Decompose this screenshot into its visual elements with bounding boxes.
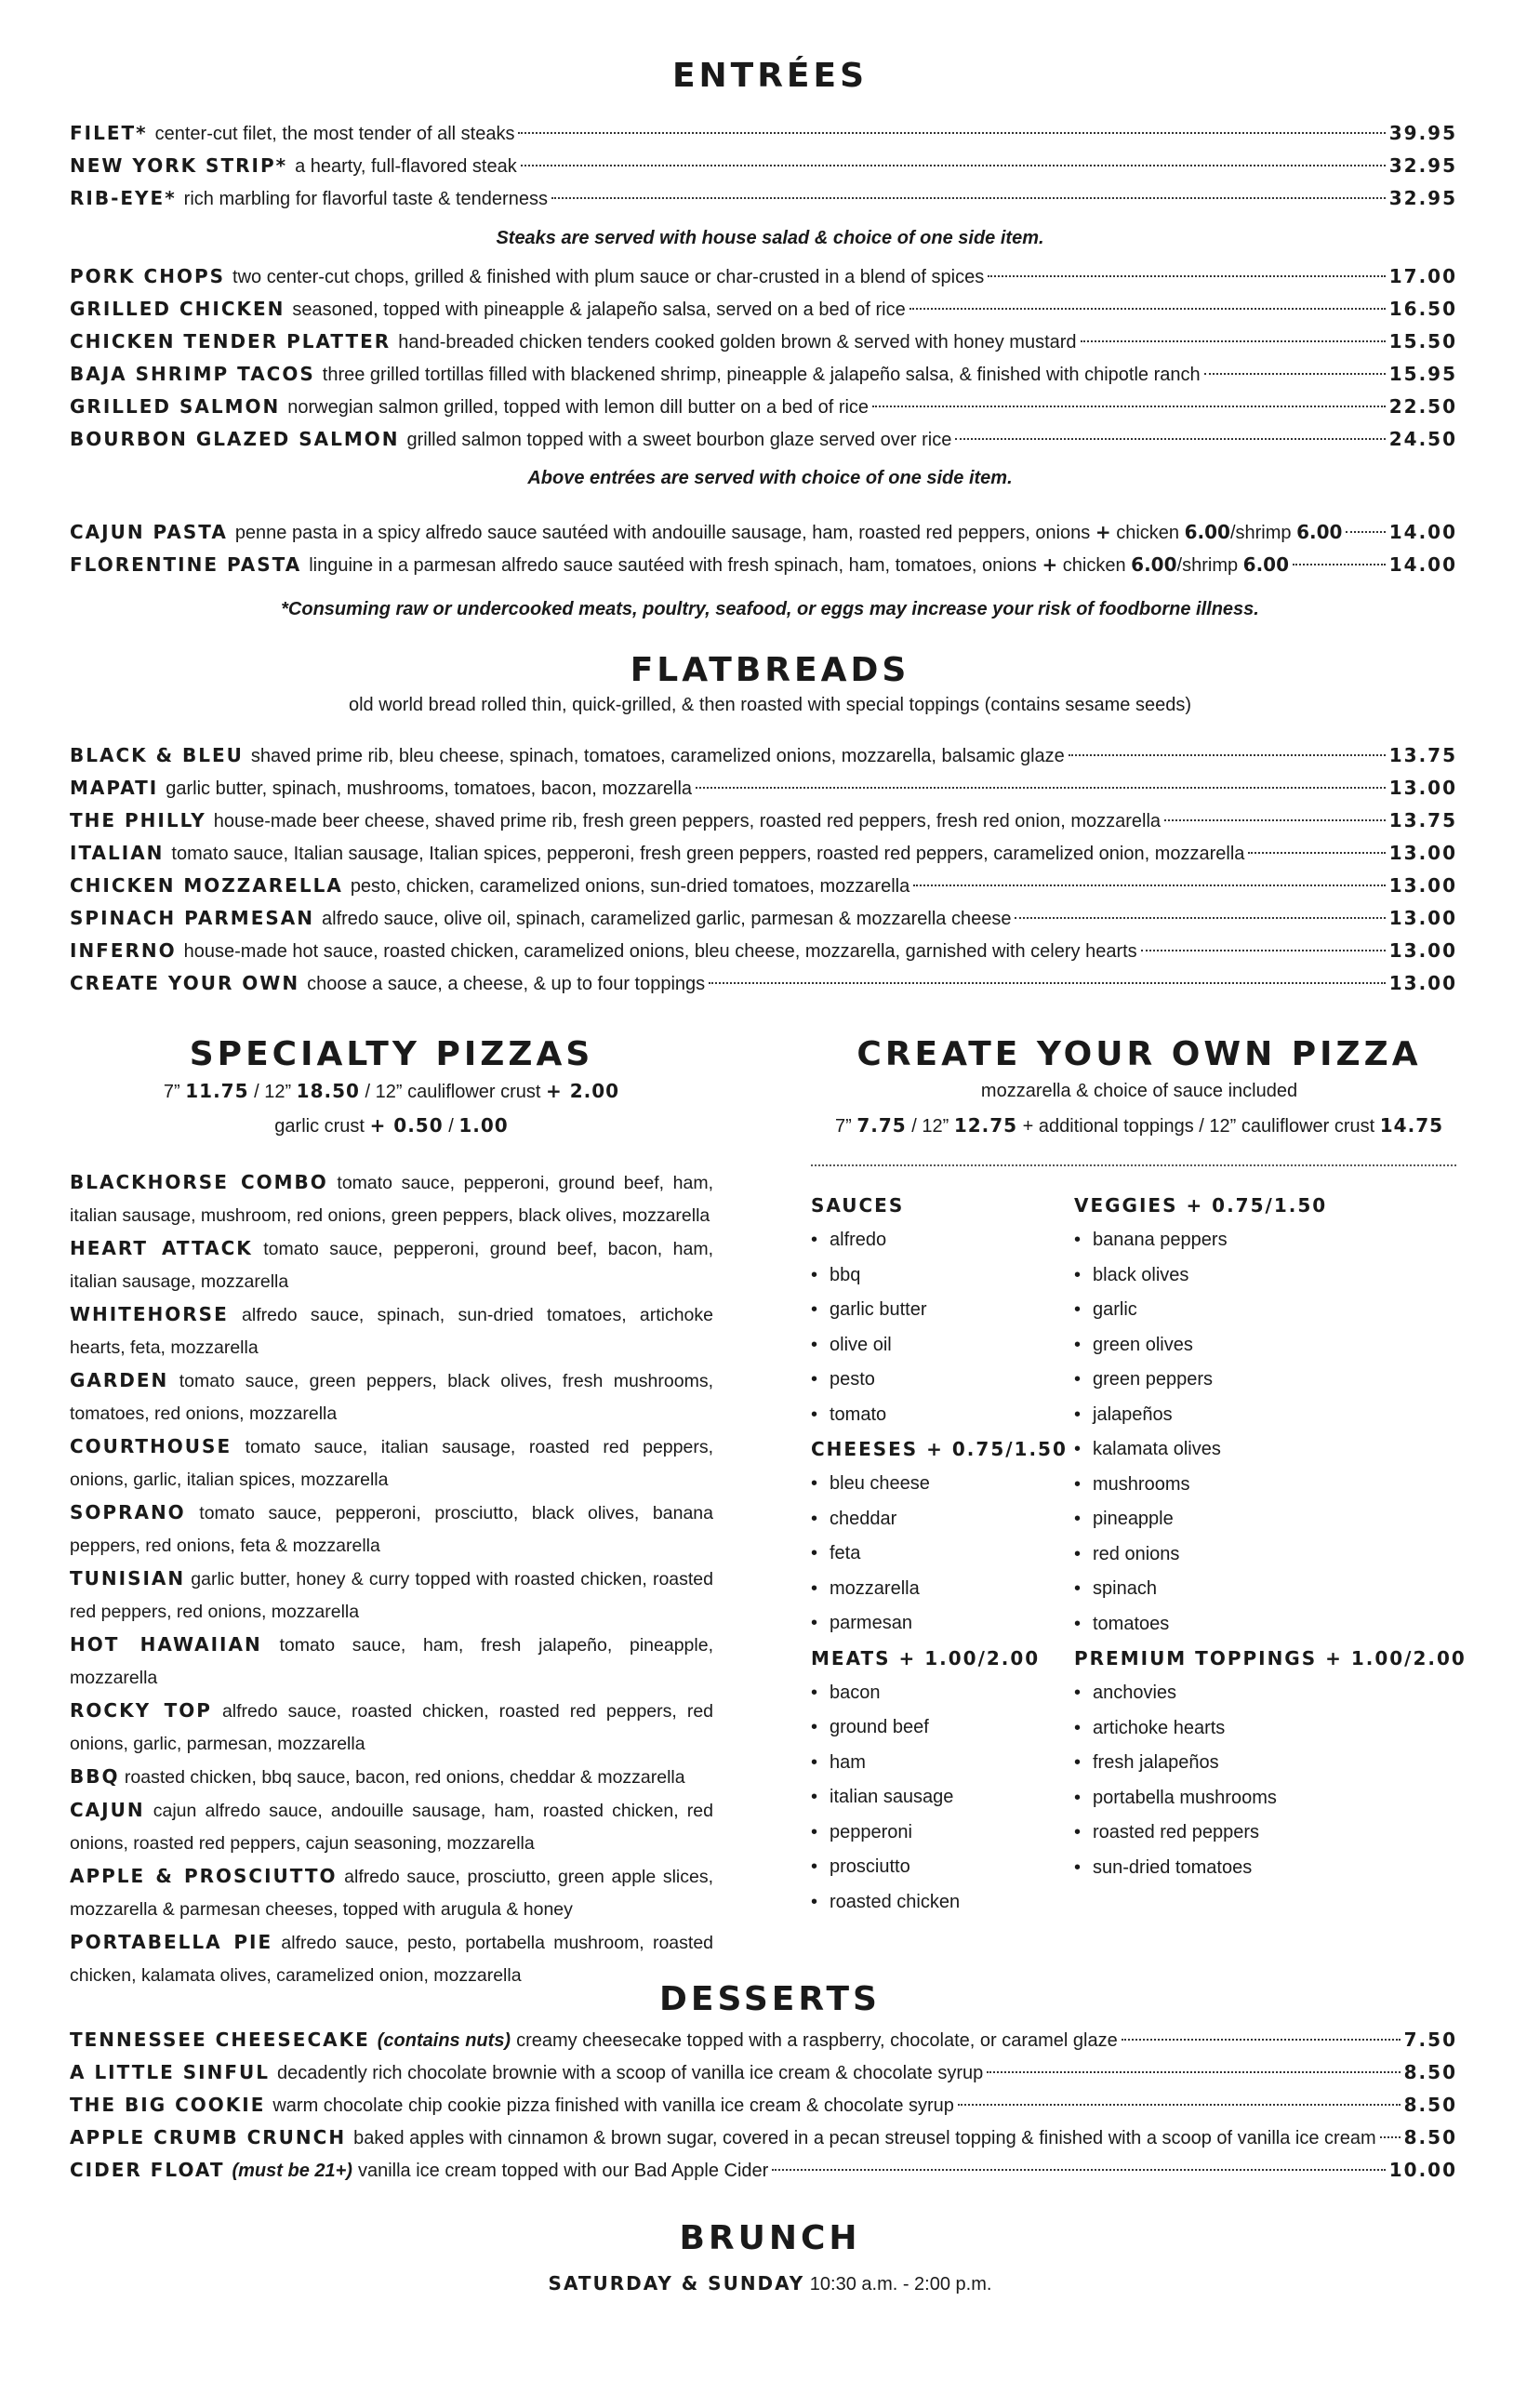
list-item: • fresh jalapeños bbox=[1074, 1752, 1219, 1773]
item-name: APPLE CRUMB CRUNCH bbox=[70, 2126, 347, 2148]
list-item: • mozzarella bbox=[811, 1577, 920, 1599]
specialty-pizzas-title: SPECIALTY PIZZAS bbox=[189, 1035, 594, 1073]
item-label: green olives bbox=[1093, 1334, 1193, 1355]
menu-item bbox=[70, 361, 1457, 388]
size-12: / 12” bbox=[911, 1116, 949, 1137]
desserts-title: DESSERTS bbox=[659, 1980, 881, 2018]
menu-item bbox=[70, 153, 1457, 180]
item-name: ITALIAN bbox=[70, 842, 165, 864]
dot-leader bbox=[1248, 852, 1385, 854]
item-desc: warm chocolate chip cookie pizza finished with vanilla ice cream & chocolate syrup bbox=[272, 2095, 954, 2116]
item-name: THE BIG COOKIE bbox=[70, 2094, 266, 2116]
list-item: • pesto bbox=[811, 1369, 875, 1390]
item-desc bbox=[235, 519, 1343, 546]
pizza-item bbox=[70, 1695, 713, 1761]
menu-item bbox=[70, 296, 1457, 323]
cauliflower-label: / 12” cauliflower crust bbox=[365, 1082, 541, 1102]
slash: / bbox=[448, 1116, 454, 1137]
pizza-desc: tomato sauce, ham, fresh jalapeño, pineapple, mozzarella bbox=[70, 1635, 714, 1688]
dot-leader bbox=[521, 165, 1386, 166]
pizza-desc: alfredo sauce, prosciutto, green apple slices, mozzarella & parmesan cheeses, topped with arugula & honey bbox=[70, 1867, 714, 1920]
list-item: • mushrooms bbox=[1074, 1473, 1190, 1495]
cyo-right-column bbox=[1074, 1189, 1465, 1885]
dot-leader bbox=[1015, 917, 1385, 919]
item-name: CAJUN PASTA bbox=[70, 521, 228, 543]
item-name: RIB-EYE* bbox=[70, 187, 177, 209]
cyo-pricing-line bbox=[809, 1113, 1469, 1138]
dot-leader bbox=[1081, 340, 1386, 342]
create-your-own-pizza-title: CREATE YOUR OWN PIZZA bbox=[856, 1035, 1422, 1073]
list-item: • ham bbox=[811, 1751, 866, 1773]
item-label: pineapple bbox=[1093, 1509, 1174, 1529]
pizza-item bbox=[70, 1298, 713, 1364]
menu-item bbox=[70, 263, 1457, 290]
item-label: feta bbox=[830, 1543, 861, 1563]
item-label: jalapeños bbox=[1093, 1403, 1173, 1425]
item-label: italian sausage bbox=[830, 1787, 954, 1807]
cauliflower-price: + 2.00 bbox=[546, 1080, 620, 1102]
item-price: 13.75 bbox=[1388, 744, 1457, 766]
price-7: 7.75 bbox=[856, 1114, 907, 1137]
pizza-name: APPLE & PROSCIUTTO bbox=[70, 1865, 338, 1887]
item-label: spinach bbox=[1093, 1578, 1157, 1599]
dot-leader bbox=[518, 132, 1385, 134]
list-item: • green olives bbox=[1074, 1334, 1193, 1355]
dot-leader bbox=[1380, 2136, 1401, 2138]
cauliflower-price: 14.75 bbox=[1379, 1114, 1444, 1137]
dot-leader bbox=[958, 2104, 1401, 2106]
list-item: • italian sausage bbox=[811, 1787, 954, 1807]
item-price: 8.50 bbox=[1403, 2126, 1457, 2148]
menu-item bbox=[70, 393, 1457, 420]
item-price: 15.50 bbox=[1388, 330, 1457, 352]
specialty-pizza-list bbox=[70, 1166, 713, 1992]
item-note: (must be 21+) bbox=[232, 2161, 352, 2181]
item-name: BOURBON GLAZED SALMON bbox=[70, 428, 400, 450]
item-name: BAJA SHRIMP TACOS bbox=[70, 363, 315, 385]
pizza-name: COURTHOUSE bbox=[70, 1435, 232, 1457]
item-price: 16.50 bbox=[1388, 298, 1457, 320]
brunch-days: SATURDAY & SUNDAY bbox=[548, 2272, 805, 2295]
chicken-label: chicken bbox=[1062, 555, 1126, 576]
dot-leader bbox=[1122, 2039, 1401, 2041]
menu-item bbox=[70, 775, 1457, 802]
garlic-crust-line bbox=[70, 1113, 713, 1138]
item-name: CHICKEN TENDER PLATTER bbox=[70, 330, 392, 352]
list-item: • green peppers bbox=[1074, 1369, 1213, 1390]
item-desc: house-made hot sauce, roasted chicken, caramelized onions, bleu cheese, mozzarella, garnished with celery hearts bbox=[183, 941, 1137, 962]
pizza-item bbox=[70, 1364, 713, 1430]
item-label: sun-dried tomatoes bbox=[1093, 1856, 1253, 1878]
item-name: TENNESSEE CHEESECAKE bbox=[70, 2029, 370, 2051]
item-name: THE PHILLY bbox=[70, 809, 206, 831]
additional-toppings-label: + additional toppings / 12” cauliflower crust bbox=[1022, 1116, 1375, 1137]
item-label: bacon bbox=[830, 1682, 881, 1703]
list-item: • bbq bbox=[811, 1264, 861, 1285]
shrimp-label: /shrimp bbox=[1229, 523, 1292, 543]
cheeses-heading: CHEESES + 0.75/1.50 bbox=[811, 1438, 1068, 1460]
dot-leader bbox=[988, 275, 1386, 277]
list-item: • garlic bbox=[1074, 1299, 1137, 1320]
list-item: • jalapeños bbox=[1074, 1403, 1173, 1425]
item-desc: house-made beer cheese, shaved prime rib, fresh green peppers, roasted red peppers, fresh red onion, mozzarella bbox=[213, 811, 1162, 831]
pizza-item bbox=[70, 1232, 713, 1298]
item-label: olive oil bbox=[830, 1334, 892, 1355]
item-name: CIDER FLOAT bbox=[70, 2159, 225, 2181]
pizza-name: GARDEN bbox=[70, 1369, 169, 1391]
item-price: 13.75 bbox=[1388, 809, 1457, 831]
dot-leader bbox=[909, 308, 1386, 310]
pizza-name: BLACKHORSE COMBO bbox=[70, 1171, 328, 1193]
item-desc: choose a sauce, a cheese, & up to four toppings bbox=[307, 974, 706, 994]
item-desc: seasoned, topped with pineapple & jalapeño salsa, served on a bed of rice bbox=[292, 299, 906, 320]
item-price: 8.50 bbox=[1403, 2094, 1457, 2116]
item-name: BLACK & BLEU bbox=[70, 744, 244, 766]
item-label: mozzarella bbox=[830, 1577, 920, 1599]
menu-item bbox=[70, 872, 1457, 899]
item-label: tomato bbox=[830, 1403, 887, 1425]
item-price: 14.00 bbox=[1388, 553, 1457, 576]
item-price: 32.95 bbox=[1388, 187, 1457, 209]
dot-leader bbox=[772, 2169, 1385, 2171]
size-12: / 12” bbox=[254, 1082, 292, 1102]
item-desc: center-cut filet, the most tender of all steaks bbox=[154, 124, 515, 144]
item-label: black olives bbox=[1093, 1264, 1189, 1285]
pizza-item bbox=[70, 1860, 713, 1926]
food-safety-warning: *Consuming raw or undercooked meats, poultry, seafood, or eggs may increase your risk of foodborne illness. bbox=[281, 599, 1259, 619]
item-name: CREATE YOUR OWN bbox=[70, 972, 300, 994]
menu-item bbox=[70, 840, 1457, 867]
item-label: fresh jalapeños bbox=[1093, 1752, 1219, 1773]
item-name: INFERNO bbox=[70, 939, 177, 962]
item-name: FILET* bbox=[70, 122, 148, 144]
item-name: CHICKEN MOZZARELLA bbox=[70, 874, 343, 897]
list-item: • artichoke hearts bbox=[1074, 1717, 1226, 1738]
list-item: • bleu cheese bbox=[811, 1473, 930, 1494]
menu-item bbox=[70, 519, 1457, 546]
item-price: 22.50 bbox=[1388, 395, 1457, 418]
cyo-left-column bbox=[811, 1189, 1071, 1920]
pizza-item bbox=[70, 1761, 713, 1794]
list-item: • anchovies bbox=[1074, 1683, 1177, 1703]
item-price: 17.00 bbox=[1388, 265, 1457, 287]
menu-item bbox=[70, 328, 1457, 355]
pizza-name: HEART ATTACK bbox=[70, 1237, 253, 1259]
item-label: alfredo bbox=[830, 1230, 887, 1250]
item-label: pesto bbox=[830, 1369, 875, 1390]
item-desc: grilled salmon topped with a sweet bourbon glaze served over rice bbox=[406, 430, 952, 450]
cyo-subtitle: mozzarella & choice of sauce included bbox=[980, 1081, 1298, 1101]
menu-item bbox=[70, 742, 1457, 769]
item-desc: shaved prime rib, bleu cheese, spinach, tomatoes, caramelized onions, mozzarella, balsamic glaze bbox=[250, 746, 1065, 766]
item-label: cheddar bbox=[830, 1508, 897, 1529]
item-price: 13.00 bbox=[1388, 907, 1457, 929]
entrees-title: ENTRÉES bbox=[671, 57, 869, 95]
dot-leader bbox=[1293, 564, 1386, 565]
item-name: MAPATI bbox=[70, 777, 159, 799]
list-item: • pineapple bbox=[1074, 1509, 1174, 1529]
shrimp-label: /shrimp bbox=[1176, 555, 1239, 576]
garlic-crust-price-large: 1.00 bbox=[458, 1114, 509, 1137]
item-name: A LITTLE SINFUL bbox=[70, 2061, 270, 2083]
list-item: • portabella mushrooms bbox=[1074, 1787, 1277, 1808]
pizza-item bbox=[70, 1794, 713, 1860]
item-desc: baked apples with cinnamon & brown sugar, covered in a pecan streusel topping & finished with a scoop of vanilla ice cream bbox=[353, 2128, 1376, 2148]
dot-leader bbox=[551, 197, 1386, 199]
shrimp-price: 6.00 bbox=[1242, 553, 1290, 576]
list-item: • ground beef bbox=[811, 1717, 929, 1737]
price-12: 18.50 bbox=[296, 1080, 360, 1102]
menu-item bbox=[70, 426, 1457, 453]
menu-item bbox=[70, 938, 1457, 964]
item-desc: tomato sauce, Italian sausage, Italian spices, pepperoni, fresh green peppers, roasted red peppers, caramelized onion, mozzarella bbox=[171, 844, 1245, 864]
dot-leader bbox=[1141, 950, 1386, 951]
item-desc bbox=[309, 552, 1289, 579]
item-price: 13.00 bbox=[1388, 939, 1457, 962]
cyo-divider bbox=[811, 1164, 1456, 1166]
item-name: PORK CHOPS bbox=[70, 265, 226, 287]
specialty-pricing-line bbox=[70, 1079, 713, 1104]
item-desc: two center-cut chops, grilled & finished with plum sauce or char-crusted in a blend of spices bbox=[232, 267, 985, 287]
plus-sign: + bbox=[1042, 553, 1058, 576]
menu-item bbox=[70, 2092, 1457, 2119]
item-note: (contains nuts) bbox=[377, 2030, 511, 2051]
pizza-name: BBQ bbox=[70, 1765, 120, 1788]
pizza-name: ROCKY TOP bbox=[70, 1699, 212, 1722]
item-label: garlic bbox=[1093, 1299, 1137, 1320]
item-price: 7.50 bbox=[1403, 2029, 1457, 2051]
meats-heading: MEATS + 1.00/2.00 bbox=[811, 1646, 1041, 1669]
item-label: ham bbox=[830, 1751, 866, 1773]
item-label: banana peppers bbox=[1093, 1230, 1228, 1250]
item-desc: vanilla ice cream topped with our Bad Apple Cider bbox=[357, 2161, 769, 2181]
item-label: tomatoes bbox=[1093, 1613, 1170, 1634]
item-label: artichoke hearts bbox=[1093, 1717, 1226, 1738]
item-price: 13.00 bbox=[1388, 972, 1457, 994]
pizza-desc: alfredo sauce, spinach, sun-dried tomatoes, artichoke hearts, feta, mozzarella bbox=[70, 1305, 713, 1358]
item-price: 10.00 bbox=[1388, 2159, 1457, 2181]
pizza-desc: alfredo sauce, pesto, portabella mushroom, roasted chicken, kalamata olives, caramelized onion, mozzarella bbox=[70, 1933, 714, 1986]
item-name: SPINACH PARMESAN bbox=[70, 907, 314, 929]
item-name: FLORENTINE PASTA bbox=[70, 553, 302, 576]
price-7: 11.75 bbox=[185, 1080, 249, 1102]
sauces-heading: SAUCES bbox=[811, 1194, 905, 1217]
veggies-heading: VEGGIES + 0.75/1.50 bbox=[1074, 1194, 1328, 1217]
item-label: kalamata olives bbox=[1093, 1439, 1221, 1459]
pizza-name: WHITEHORSE bbox=[70, 1303, 229, 1325]
flatbreads-subtitle: old world bread rolled thin, quick-grilled, & then roasted with special toppings (contains sesame seeds) bbox=[348, 695, 1192, 715]
item-desc: decadently rich chocolate brownie with a scoop of vanilla ice cream & chocolate syrup bbox=[276, 2063, 984, 2083]
item-label: ground beef bbox=[830, 1717, 929, 1737]
pizza-desc: tomato sauce, pepperoni, ground beef, bacon, ham, italian sausage, mozzarella bbox=[70, 1239, 713, 1292]
pizza-name: TUNISIAN bbox=[70, 1567, 186, 1590]
mains-note: Above entrées are served with choice of one side item. bbox=[527, 468, 1013, 488]
chicken-price: 6.00 bbox=[1184, 521, 1230, 543]
dot-leader bbox=[696, 787, 1386, 789]
pizza-desc: tomato sauce, green peppers, black olives, fresh mushrooms, tomatoes, red onions, mozzarella bbox=[70, 1371, 713, 1424]
dot-leader bbox=[872, 406, 1386, 407]
item-desc: alfredo sauce, olive oil, spinach, caramelized garlic, parmesan & mozzarella cheese bbox=[322, 909, 1012, 929]
premium-toppings-heading: PREMIUM TOPPINGS + 1.00/2.00 bbox=[1074, 1647, 1467, 1669]
menu-item bbox=[70, 2027, 1457, 2054]
plus-sign: + bbox=[1095, 521, 1111, 543]
menu-item bbox=[70, 552, 1457, 579]
pizza-desc: alfredo sauce, roasted chicken, roasted red peppers, red onions, garlic, parmesan, mozzarella bbox=[70, 1701, 714, 1754]
menu-item bbox=[70, 970, 1457, 997]
item-desc: a hearty, full-flavored steak bbox=[295, 156, 517, 177]
pasta-desc: penne pasta in a spicy alfredo sauce sautéed with andouille sausage, ham, roasted red peppers, onions bbox=[234, 523, 1091, 543]
brunch-hours bbox=[0, 2271, 1540, 2296]
pizza-name: CAJUN bbox=[70, 1799, 145, 1821]
shrimp-price: 6.00 bbox=[1296, 521, 1343, 543]
item-price: 13.00 bbox=[1388, 777, 1457, 799]
chicken-label: chicken bbox=[1116, 523, 1180, 543]
size-7: 7” bbox=[163, 1082, 180, 1102]
item-price: 39.95 bbox=[1388, 122, 1457, 144]
menu-item bbox=[70, 120, 1457, 147]
list-item: • alfredo bbox=[811, 1230, 887, 1250]
item-label: green peppers bbox=[1093, 1369, 1213, 1390]
item-label: parmesan bbox=[830, 1613, 912, 1633]
item-price: 15.95 bbox=[1388, 363, 1457, 385]
menu-item bbox=[70, 905, 1457, 932]
pizza-item bbox=[70, 1166, 713, 1232]
list-item: • bacon bbox=[811, 1682, 881, 1703]
item-desc: garlic butter, spinach, mushrooms, tomatoes, bacon, mozzarella bbox=[166, 778, 693, 799]
pizza-item bbox=[70, 1629, 713, 1695]
item-price: 14.00 bbox=[1388, 521, 1457, 543]
menu-item bbox=[70, 185, 1457, 212]
list-item: • garlic butter bbox=[811, 1299, 927, 1320]
pizza-desc: roasted chicken, bbq sauce, bacon, red onions, cheddar & mozzarella bbox=[124, 1767, 685, 1788]
dot-leader bbox=[1346, 531, 1385, 533]
item-label: roasted red peppers bbox=[1093, 1822, 1260, 1842]
list-item: • spinach bbox=[1074, 1578, 1157, 1599]
chicken-price: 6.00 bbox=[1131, 553, 1177, 576]
pizza-name: HOT HAWAIIAN bbox=[70, 1633, 262, 1656]
item-label: portabella mushrooms bbox=[1093, 1787, 1277, 1808]
item-label: mushrooms bbox=[1093, 1473, 1190, 1495]
size-7: 7” bbox=[834, 1116, 852, 1137]
flatbreads-title: FLATBREADS bbox=[630, 651, 910, 689]
item-label: prosciutto bbox=[830, 1856, 910, 1877]
item-desc: three grilled tortillas filled with blackened shrimp, pineapple & jalapeño salsa, & finished with chipotle ranch bbox=[322, 365, 1201, 385]
list-item: • feta bbox=[811, 1543, 861, 1563]
dot-leader bbox=[709, 982, 1386, 984]
steak-note: Steaks are served with house salad & choice of one side item. bbox=[496, 228, 1044, 248]
dot-leader bbox=[987, 2071, 1400, 2073]
brunch-time: 10:30 a.m. - 2:00 p.m. bbox=[809, 2274, 992, 2295]
item-desc: pesto, chicken, caramelized onions, sun-dried tomatoes, mozzarella bbox=[350, 876, 910, 897]
pizza-item bbox=[70, 1563, 713, 1629]
item-label: roasted chicken bbox=[830, 1891, 961, 1912]
item-name: GRILLED SALMON bbox=[70, 395, 281, 418]
item-label: red onions bbox=[1093, 1543, 1180, 1564]
item-label: bleu cheese bbox=[830, 1473, 930, 1494]
item-label: pepperoni bbox=[830, 1821, 912, 1842]
dot-leader bbox=[1204, 373, 1386, 375]
pizza-item bbox=[70, 1430, 713, 1496]
list-item: • pepperoni bbox=[811, 1821, 912, 1842]
dot-leader bbox=[1164, 819, 1386, 821]
list-item: • kalamata olives bbox=[1074, 1439, 1221, 1459]
list-item: • tomato bbox=[811, 1403, 887, 1425]
list-item: • red onions bbox=[1074, 1543, 1180, 1564]
item-desc: norwegian salmon grilled, topped with lemon dill butter on a bed of rice bbox=[287, 397, 870, 418]
list-item: • cheddar bbox=[811, 1508, 897, 1529]
item-label: anchovies bbox=[1093, 1683, 1177, 1703]
list-item: • tomatoes bbox=[1074, 1613, 1170, 1634]
garlic-crust-label: garlic crust bbox=[274, 1116, 365, 1137]
dot-leader bbox=[955, 438, 1385, 440]
list-item: • sun-dried tomatoes bbox=[1074, 1856, 1253, 1878]
brunch-title: BRUNCH bbox=[679, 2219, 861, 2257]
menu-item bbox=[70, 2157, 1457, 2184]
item-label: garlic butter bbox=[830, 1299, 927, 1320]
pizza-desc: tomato sauce, pepperoni, prosciutto, black olives, banana peppers, red onions, feta & mozzarella bbox=[70, 1503, 713, 1556]
pizza-desc: cajun alfredo sauce, andouille sausage, ham, roasted chicken, red onions, roasted red peppers, cajun seasoning, mozzarella bbox=[70, 1801, 713, 1854]
list-item: • olive oil bbox=[811, 1334, 892, 1355]
list-item: • roasted chicken bbox=[811, 1891, 961, 1912]
item-desc: creamy cheesecake topped with a raspberry, chocolate, or caramel glaze bbox=[516, 2030, 1118, 2051]
menu-item bbox=[70, 807, 1457, 834]
garlic-crust-price-small: + 0.50 bbox=[369, 1114, 444, 1137]
menu-item bbox=[70, 2124, 1457, 2151]
item-name: NEW YORK STRIP* bbox=[70, 154, 288, 177]
pasta-desc: linguine in a parmesan alfredo sauce sautéed with fresh spinach, ham, tomatoes, onions bbox=[309, 555, 1037, 576]
dot-leader bbox=[913, 885, 1386, 886]
pizza-name: PORTABELLA PIE bbox=[70, 1931, 273, 1953]
item-name: GRILLED CHICKEN bbox=[70, 298, 285, 320]
item-price: 13.00 bbox=[1388, 874, 1457, 897]
price-12: 12.75 bbox=[953, 1114, 1018, 1137]
pizza-item bbox=[70, 1496, 713, 1563]
item-label: bbq bbox=[830, 1264, 861, 1285]
pizza-name: SOPRANO bbox=[70, 1501, 186, 1523]
item-price: 13.00 bbox=[1388, 842, 1457, 864]
list-item: • black olives bbox=[1074, 1264, 1189, 1285]
menu-item bbox=[70, 2059, 1457, 2086]
list-item: • roasted red peppers bbox=[1074, 1822, 1260, 1842]
list-item: • banana peppers bbox=[1074, 1230, 1228, 1250]
item-price: 24.50 bbox=[1388, 428, 1457, 450]
item-desc: hand-breaded chicken tenders cooked golden brown & served with honey mustard bbox=[398, 332, 1077, 352]
pizza-desc: tomato sauce, italian sausage, roasted red peppers, onions, garlic, italian spices, mozzarella bbox=[70, 1437, 713, 1490]
list-item: • prosciutto bbox=[811, 1856, 910, 1877]
pizza-desc: tomato sauce, pepperoni, ground beef, ham, italian sausage, mushroom, red onions, green peppers, black olives, mozzarella bbox=[70, 1173, 713, 1226]
item-price: 32.95 bbox=[1388, 154, 1457, 177]
dot-leader bbox=[1069, 754, 1386, 756]
item-price: 8.50 bbox=[1403, 2061, 1457, 2083]
list-item: • parmesan bbox=[811, 1613, 912, 1633]
item-desc: rich marbling for flavorful taste & tenderness bbox=[183, 189, 548, 209]
pizza-desc: garlic butter, honey & curry topped with roasted chicken, roasted red peppers, red onions, mozzarella bbox=[70, 1569, 713, 1622]
